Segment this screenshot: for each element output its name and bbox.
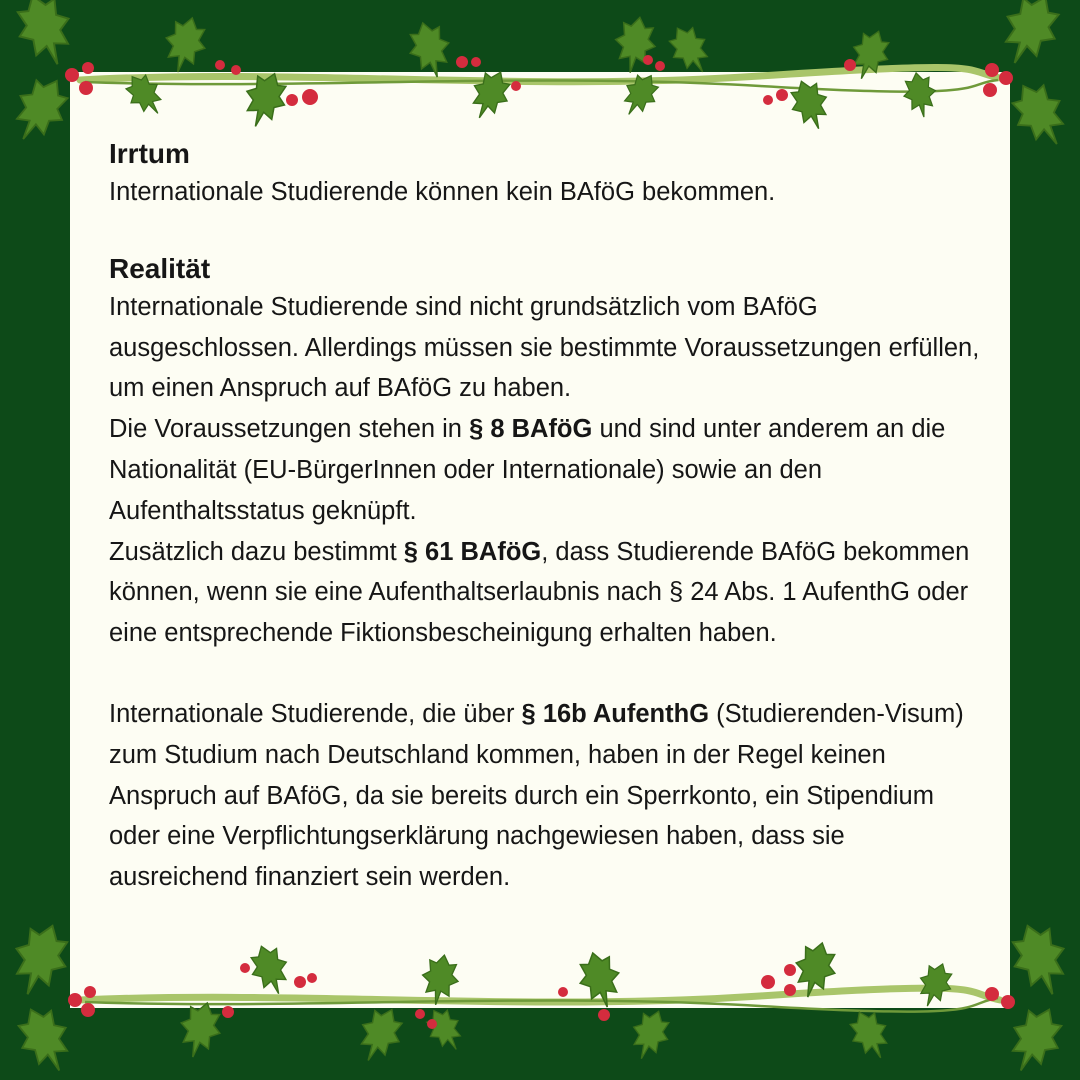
p4-law-reference: § 16b AufenthG bbox=[521, 699, 710, 728]
berry-icon bbox=[471, 57, 481, 67]
p3-text-before: Zusätzlich dazu bestimmt bbox=[109, 537, 404, 566]
p3-law-reference: § 61 BAföG bbox=[403, 537, 542, 566]
berry-icon bbox=[643, 55, 653, 65]
holly-leaf-icon bbox=[8, 0, 82, 73]
content bbox=[109, 136, 989, 898]
p2-text-before: Die Voraussetzungen stehen in bbox=[109, 415, 470, 444]
reality-heading: Realität bbox=[109, 252, 211, 284]
holly-leaf-icon bbox=[843, 1005, 897, 1066]
holly-leaf-icon bbox=[350, 1001, 410, 1069]
p2-law-reference: § 8 BAföG bbox=[469, 415, 593, 444]
berry-icon bbox=[415, 1009, 425, 1019]
berry-icon bbox=[655, 61, 665, 71]
myth-heading: Irrtum bbox=[109, 138, 190, 169]
berry-icon bbox=[215, 60, 225, 70]
berry-icon bbox=[844, 59, 856, 71]
holly-leaf-icon bbox=[3, 917, 77, 1003]
reality-paragraph-4 bbox=[109, 694, 989, 898]
reality-paragraph-3 bbox=[109, 532, 989, 654]
reality-paragraph-1: Internationale Studierende sind nicht grundsätzlich vom BAföG ausgeschlossen. Allerdings müssen sie bestimmte Voraussetzungen erfüllen, um einen Anspruch auf BAföG zu haben. bbox=[109, 292, 980, 403]
holly-leaf-icon bbox=[610, 14, 659, 76]
holly-leaf-icon bbox=[158, 13, 211, 77]
berry-icon bbox=[456, 56, 468, 68]
p4-text-before: Internationale Studierende, die über bbox=[109, 699, 522, 728]
holly-leaf-icon bbox=[991, 0, 1069, 74]
holly-leaf-icon bbox=[420, 1003, 470, 1058]
holly-leaf-icon bbox=[999, 999, 1071, 1080]
holly-leaf-icon bbox=[1002, 74, 1077, 156]
p4-text-after: (Studierenden-Visum) zum Studium nach Deutschland kommen, haben in der Regel keinen Anspruch auf BAföG, da sie bereits durch ein Sperrkonto, ein Stipendium oder eine Verpflichtungserklärung nachgewiesen haben, dass sie ausreichend finanziert sein werden. bbox=[109, 699, 964, 892]
berry-icon bbox=[598, 1009, 610, 1021]
p2-text-after: und sind unter anderem an die Nationalität (EU-BürgerInnen oder Internationale) sowie an den Aufenthaltsstatus geknüpft. bbox=[109, 415, 946, 525]
myth-text: Internationale Studierende können kein BAföG bekommen. bbox=[109, 178, 776, 206]
p3-text-after: , dass Studierende BAföG bekommen können, wenn sie eine Aufenthaltserlaubnis nach § 24 Abs. 1 AufenthG oder eine entsprechende Fiktionsbescheinigung erhalten haben. bbox=[109, 537, 970, 648]
holly-leaf-icon bbox=[9, 999, 81, 1080]
berry-icon bbox=[427, 1019, 437, 1029]
holly-leaf-icon bbox=[1003, 917, 1077, 1003]
holly-leaf-icon bbox=[2, 69, 77, 151]
holly-leaf-icon bbox=[624, 1005, 675, 1065]
reality-paragraph-2 bbox=[109, 409, 989, 531]
